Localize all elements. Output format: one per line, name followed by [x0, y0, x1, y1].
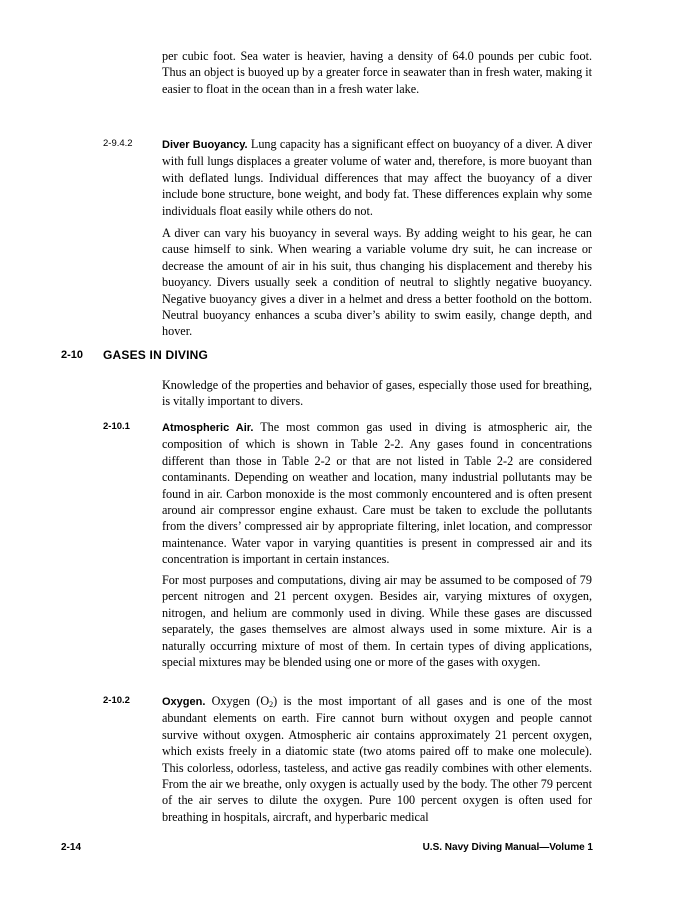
- section-title: GASES IN DIVING: [103, 348, 209, 362]
- paragraph-diver-buoyancy: [162, 136, 592, 219]
- paragraph-air-composition: For most purposes and computations, diving air may be assumed to be composed of 79 percent nitrogen and 21 percent oxygen. Besides air, varying mixtures of oxygen, nitrogen, and helium are commonly used in diving. While these gases are discussed separately, the gases themselves are almost always used in some mixture. Air is a naturally occurring mixture of most of them. In certain types of diving applications, special mixtures may be blended using one or more of the gases with oxygen.: [162, 573, 592, 670]
- section-number: 2-10: [61, 349, 84, 361]
- oxygen-text-rest: ) is the most important of all gases and is one of the most abundant elements on earth. Fire cannot burn without oxygen and people cannot survive without oxygen. Atmospheric air contains approximately 21 percent oxygen, which exists freely in a diatomic state (two atoms paired off to make one molecule). This colorless, odorless, tasteless, and active gas readily combines with other elements. From the air we breathe, only oxygen is actually used by the body. The other 79 percent of the air serves to dilute the oxygen. Pure 100 percent oxygen is often used for breathing in hospitals, aircraft, and hyperbaric medical: [162, 694, 593, 824]
- subsection-title-atmospheric-air: Atmospheric Air.: [162, 422, 254, 434]
- subsection-number-2-9-4-2: 2-9.4.2: [103, 138, 133, 149]
- subsection-number-2-10-1: 2-10.1: [103, 421, 130, 432]
- paragraph-varying-buoyancy: A diver can vary his buoyancy in several ways. By adding weight to his gear, he can cause himself to sink. When wearing a variable volume dry suit, he can increase or decrease the amount of air in his suit, thus changing his displacement and thereby his buoyancy. Divers usually seek a condition of neutral to slightly negative buoyancy. Negative buoyancy gives a diver in a helmet and dress a better foothold on the bottom. Neutral buoyancy enhances a scuba diver’s ability to swim easily, change depth, and hover.: [162, 226, 592, 339]
- subsection-title-diver-buoyancy: Diver Buoyancy.: [162, 139, 248, 151]
- footer-page-number: 2-14: [61, 842, 82, 853]
- paragraph-oxygen: [162, 693, 592, 825]
- subsection-title-oxygen: Oxygen.: [162, 696, 206, 708]
- paragraph-density: per cubic foot. Sea water is heavier, having a density of 64.0 pounds per cubic foot. Thus an object is buoyed up by a greater force in seawater than in fresh water, making it easier to float in the ocean than in a fresh water lake.: [162, 49, 592, 96]
- footer-manual-title: U.S. Navy Diving Manual—Volume 1: [422, 842, 593, 853]
- atmospheric-air-text: The most common gas used in diving is atmospheric air, the composition of which is shown in Table 2-2. Any gases found in concentrations different than those in Table 2-2 or that are not listed in Table 2-2 are considered contaminants. Depending on weather and location, many industrial pollutants may be found in air. Carbon monoxide is the most commonly encountered and is often present around air compressor engine exhaust. Care must be taken to exclude the pollutants from the divers’ compressed air by appropriate filtering, inlet location, and compressor maintenance. Water vapor in varying quantities is present in compressed air and its concentration is important in certain instances.: [162, 420, 592, 567]
- paragraph-atmospheric-air: [162, 419, 592, 568]
- oxygen-subscript: 2: [269, 700, 274, 709]
- paragraph-gases-intro: Knowledge of the properties and behavior of gases, especially those used for breathing, is vitally important to divers.: [162, 378, 592, 409]
- subsection-number-2-10-2: 2-10.2: [103, 695, 130, 706]
- oxygen-text-start: Oxygen (O: [211, 694, 270, 708]
- diver-buoyancy-text: Lung capacity has a significant effect on buoyancy of a diver. A diver with full lungs displaces a greater volume of water and, therefore, is more buoyant than with deflated lungs. Individual differences that may affect the buoyancy of a diver include bone structure, bone weight, and body fat. These differences explain why some individuals float easily while others do not.: [162, 137, 592, 218]
